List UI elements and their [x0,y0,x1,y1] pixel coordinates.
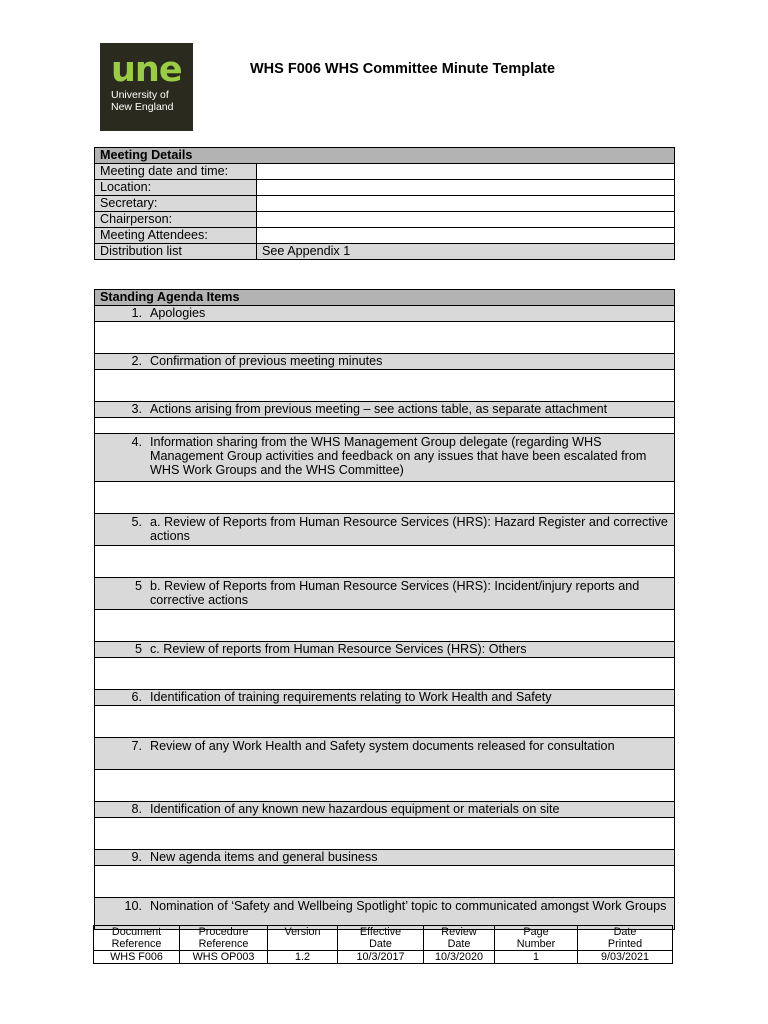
footer-value: 10/3/2020 [424,951,495,964]
logo-text-line2: New England [111,101,174,113]
footer-header: Procedure Reference [180,926,268,951]
meeting-row-secretary [95,196,675,212]
agenda-item-number: 5. [131,515,142,529]
document-control-table [93,925,673,964]
agenda-item-number: 7. [131,739,142,753]
meeting-label: Secretary: [95,196,257,212]
meeting-row-location [95,180,675,196]
agenda-notes-space[interactable] [95,706,675,738]
footer-header: Date Printed [578,926,673,951]
agenda-item-text: Identification of any known new hazardous equipment or materials on site [150,802,560,816]
meeting-label: Meeting Attendees: [95,228,257,244]
footer-value: 1.2 [268,951,338,964]
footer-value: 10/3/2017 [338,951,424,964]
meeting-value-field[interactable] [257,212,675,228]
footer-value: WHS OP003 [180,951,268,964]
agenda-notes-space[interactable] [95,322,675,354]
agenda-notes-space[interactable] [95,546,675,578]
meeting-label: Chairperson: [95,212,257,228]
agenda-item-number: 4. [131,435,142,449]
meeting-details-table [94,147,675,260]
footer-header: Review Date [424,926,495,951]
agenda-item [95,354,675,370]
agenda-item-text: Actions arising from previous meeting – see actions table, as separate attachment [150,402,608,416]
university-logo [100,43,193,131]
agenda-notes-space[interactable] [95,482,675,514]
agenda-item-number: 6. [131,690,142,704]
agenda-item [95,850,675,866]
agenda-item [95,738,675,770]
meeting-label: Meeting date and time: [95,164,257,180]
meeting-label: Location: [95,180,257,196]
footer-value: 1 [495,951,578,964]
meeting-details-header: Meeting Details [95,148,675,164]
agenda-item-text: b. Review of Reports from Human Resource Services (HRS): Incident/injury reports and corrective actions [150,579,640,607]
meeting-value-field[interactable] [257,180,675,196]
meeting-value-field[interactable]: See Appendix 1 [257,244,675,260]
meeting-label: Distribution list [95,244,257,260]
agenda-item-number: 9. [131,850,142,864]
agenda-item-text: Identification of training requirements relating to Work Health and Safety [150,690,552,704]
agenda-notes-space[interactable] [95,658,675,690]
agenda-item [95,514,675,546]
agenda-item-number: 3. [131,402,142,416]
meeting-row-chairperson [95,212,675,228]
agenda-header: Standing Agenda Items [95,290,675,306]
agenda-notes-space[interactable] [95,610,675,642]
agenda-item-number: 5 [134,579,142,593]
agenda-item-text: Review of any Work Health and Safety system documents released for consultation [150,739,615,753]
logo-mark: une [111,50,182,90]
agenda-item-text: c. Review of reports from Human Resource Services (HRS): Others [150,642,527,656]
agenda-item [95,578,675,610]
agenda-item [95,690,675,706]
agenda-item [95,802,675,818]
agenda-item-text: Nomination of ‘Safety and Wellbeing Spotlight’ topic to communicated amongst Work Groups [150,899,667,913]
agenda-item-number: 2. [131,354,142,368]
footer-value: 9/03/2021 [578,951,673,964]
agenda-item-number: 10. [124,899,142,913]
document-title: WHS F006 WHS Committee Minute Template [250,61,556,77]
agenda-item-text: Confirmation of previous meeting minutes [150,354,383,368]
agenda-item-number: 8. [131,802,142,816]
meeting-row-distribution [95,244,675,260]
agenda-item-text: Apologies [150,306,206,320]
meeting-row-attendees [95,228,675,244]
agenda-notes-space[interactable] [95,370,675,402]
footer-header: Effective Date [338,926,424,951]
agenda-header-row [95,290,675,306]
meeting-row-date [95,164,675,180]
footer-header: Version [268,926,338,951]
meeting-value-field[interactable] [257,228,675,244]
agenda-notes-space[interactable] [95,818,675,850]
meeting-details-header-row [95,148,675,164]
agenda-notes-space[interactable] [95,770,675,802]
footer-header: Page Number [495,926,578,951]
agenda-item-text: a. Review of Reports from Human Resource Services (HRS): Hazard Register and corrective actions [150,515,668,543]
footer-value-row [94,951,673,964]
agenda-item-number: 1. [131,306,142,320]
meeting-value-field[interactable] [257,164,675,180]
logo-text-line1: University of [111,89,169,101]
agenda-item-text: Information sharing from the WHS Management Group delegate (regarding WHS Management Group activities and feedback on any issues that have been escalated from WHS Work Groups and the WHS Committee) [150,435,647,477]
agenda-item [95,402,675,418]
agenda-item [95,434,675,482]
agenda-item [95,306,675,322]
footer-value: WHS F006 [94,951,180,964]
meeting-value-field[interactable] [257,196,675,212]
footer-header-row [94,926,673,951]
agenda-table [94,289,675,930]
agenda-notes-space[interactable] [95,418,675,434]
agenda-item [95,642,675,658]
agenda-item-number: 5 [134,642,142,656]
footer-header: Document Reference [94,926,180,951]
agenda-notes-space[interactable] [95,866,675,898]
agenda-item-text: New agenda items and general business [150,850,378,864]
